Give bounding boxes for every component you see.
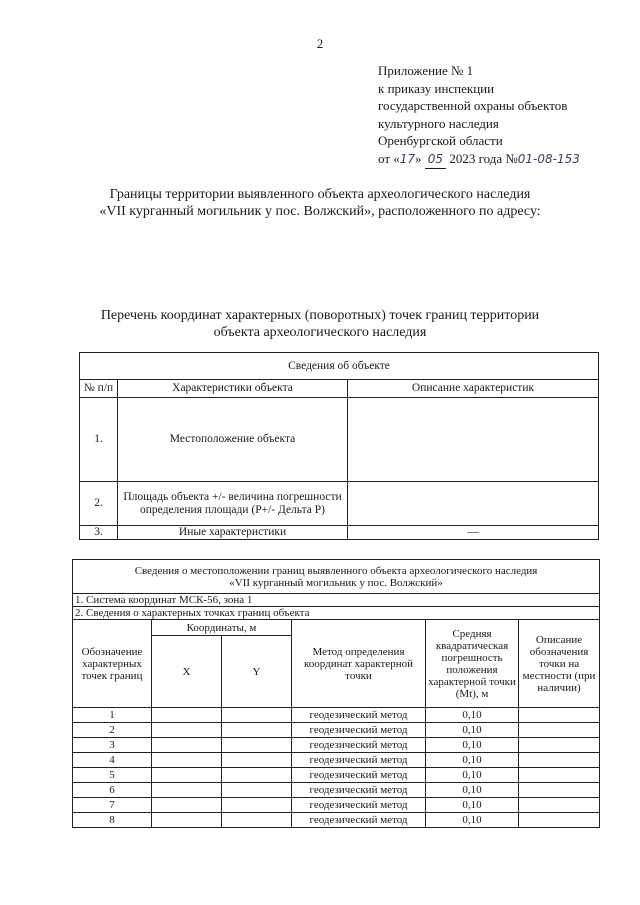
table-row (73, 798, 600, 813)
column-header: № п/п (80, 380, 118, 398)
cell-method: геодезический метод (292, 723, 426, 738)
handwritten-order-number: 01-08-153 (517, 151, 580, 166)
cell-accuracy: 0,10 (426, 738, 519, 753)
header-coordinates: Координаты, м (152, 620, 292, 636)
location-table (72, 559, 600, 828)
table-caption: Сведения об объекте (80, 353, 599, 380)
cell-y (222, 798, 292, 813)
caption-line: Сведения о местоположении границ выявленного объекта археологического наследия (134, 564, 538, 577)
cell-method: геодезический метод (292, 798, 426, 813)
header-description: Описание обозначения точки на местности (при наличии) (519, 620, 600, 708)
object-info-table (79, 352, 599, 540)
row-characteristic: Местоположение объекта (118, 398, 348, 482)
cell-method: геодезический метод (292, 753, 426, 768)
coordinates-title-line: объекта археологического наследия (213, 325, 427, 340)
appendix-line: к приказу инспекции (378, 80, 495, 96)
coordinates-title-line: Перечень координат характерных (поворотных) точек границ территории (100, 308, 540, 323)
cell-accuracy: 0,10 (426, 813, 519, 828)
section-row: 1. Система координат МСК-56, зона 1 (73, 594, 600, 607)
cell-x (152, 708, 222, 723)
cell-method: геодезический метод (292, 813, 426, 828)
boundaries-title-line: Границы территории выявленного объекта археологического наследия (109, 187, 531, 202)
appendix-line: Оренбургской области (378, 133, 503, 148)
cell-description (519, 738, 600, 753)
table-row (73, 768, 600, 783)
row-description (348, 482, 599, 526)
cell-x (152, 783, 222, 798)
appendix-line: культурного наследия (378, 115, 499, 131)
cell-y (222, 708, 292, 723)
cell-x (152, 813, 222, 828)
header-y: Y (222, 636, 292, 708)
table-caption (73, 560, 600, 594)
cell-x (152, 723, 222, 738)
cell-x (152, 738, 222, 753)
cell-accuracy: 0,10 (426, 798, 519, 813)
date-year: 2023 года № (449, 150, 518, 166)
cell-accuracy: 0,10 (426, 723, 519, 738)
cell-accuracy: 0,10 (426, 768, 519, 783)
row-number: 1. (80, 398, 118, 482)
cell-method: геодезический метод (292, 738, 426, 753)
cell-method: геодезический метод (292, 768, 426, 783)
appendix-block (378, 62, 580, 169)
handwritten-day: 17 (399, 151, 416, 166)
cell-x (152, 768, 222, 783)
cell-accuracy: 0,10 (426, 783, 519, 798)
column-header: Характеристики объекта (118, 380, 348, 398)
boundaries-title-line: «VII курганный могильник у пос. Волжский», расположенного по адресу: (99, 204, 541, 219)
header-accuracy: Средняя квадратическая погрешность положения характерной точки (Mt), м (426, 620, 519, 708)
coordinates-title (0, 307, 640, 341)
cell-y (222, 768, 292, 783)
cell-point: 6 (73, 783, 152, 798)
row-number: 2. (80, 482, 118, 526)
cell-point: 7 (73, 798, 152, 813)
cell-point: 2 (73, 723, 152, 738)
boundaries-title (0, 186, 640, 220)
header-point: Обозначение характерных точек границ (73, 620, 152, 708)
handwritten-month: 05 (427, 151, 444, 166)
cell-description (519, 723, 600, 738)
cell-method: геодезический метод (292, 708, 426, 723)
cell-description (519, 768, 600, 783)
cell-y (222, 723, 292, 738)
row-description: — (348, 526, 599, 540)
table-row (73, 813, 600, 828)
table-row (73, 783, 600, 798)
cell-description (519, 708, 600, 723)
cell-y (222, 738, 292, 753)
table-row (73, 723, 600, 738)
cell-point: 5 (73, 768, 152, 783)
caption-line: «VII курганный могильник у пос. Волжский» (229, 576, 443, 589)
cell-accuracy: 0,10 (426, 708, 519, 723)
cell-point: 1 (73, 708, 152, 723)
appendix-line: Приложение № 1 (378, 63, 474, 78)
appendix-date-line (378, 150, 580, 170)
cell-y (222, 783, 292, 798)
page-number: 2 (316, 36, 324, 51)
table-row (73, 708, 600, 723)
section-row: 2. Сведения о характерных точках границ объекта (73, 607, 600, 620)
row-characteristic: Площадь объекта +/- величина погрешности определения площади (P+/- Дельта P) (118, 482, 348, 526)
column-header: Описание характеристик (348, 380, 599, 398)
cell-x (152, 798, 222, 813)
cell-y (222, 753, 292, 768)
cell-method: геодезический метод (292, 783, 426, 798)
table-row (73, 753, 600, 768)
table-row (73, 738, 600, 753)
cell-x (152, 753, 222, 768)
date-mid: » (415, 150, 422, 166)
cell-point: 8 (73, 813, 152, 828)
cell-description (519, 783, 600, 798)
row-characteristic: Иные характеристики (118, 526, 348, 540)
cell-description (519, 753, 600, 768)
date-prefix: от « (378, 150, 400, 166)
cell-point: 3 (73, 738, 152, 753)
cell-description (519, 798, 600, 813)
header-x: X (152, 636, 222, 708)
header-method: Метод определения координат характерной точки (292, 620, 426, 708)
cell-accuracy: 0,10 (426, 753, 519, 768)
row-number: 3. (80, 526, 118, 540)
cell-point: 4 (73, 753, 152, 768)
cell-description (519, 813, 600, 828)
row-description (348, 398, 599, 482)
appendix-line: государственной охраны объектов (378, 98, 568, 113)
cell-y (222, 813, 292, 828)
